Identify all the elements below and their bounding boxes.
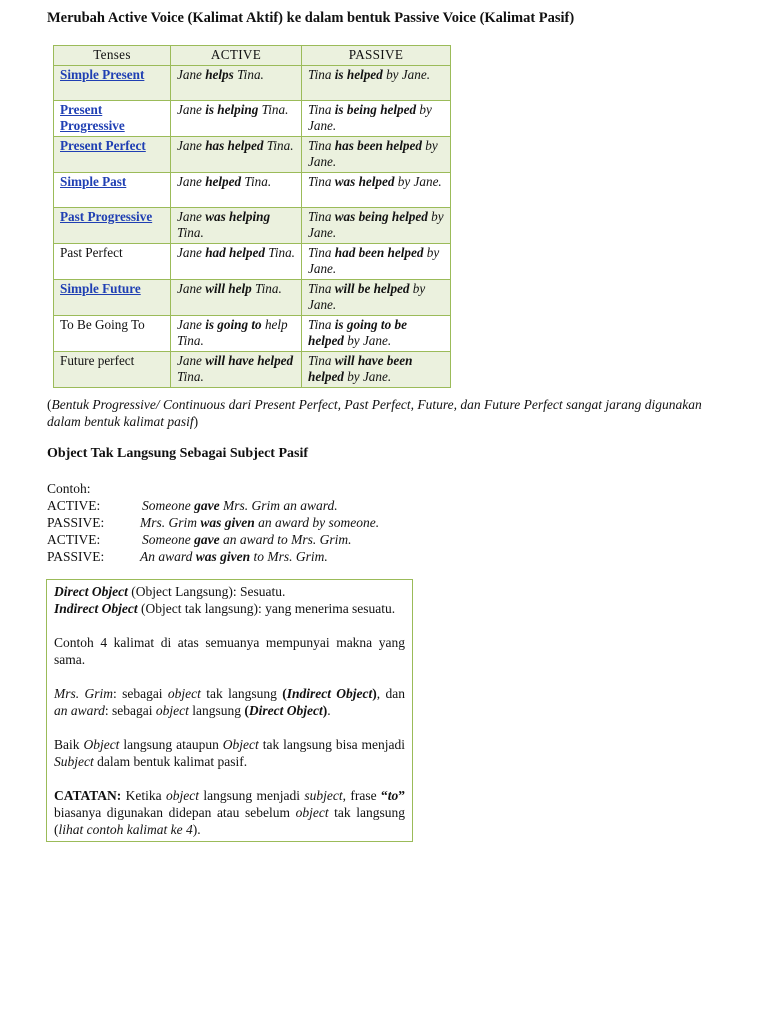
- verb-text: will help: [205, 281, 252, 296]
- tense-link-simple-past[interactable]: Simple Past: [60, 174, 127, 189]
- tense-cell: [54, 137, 171, 173]
- object-text: Tina.: [264, 245, 295, 260]
- table-row: [54, 101, 451, 137]
- tense-cell: [54, 280, 171, 316]
- verb-text: will have been helped: [308, 353, 413, 384]
- passive-cell: [302, 244, 451, 280]
- explanation-box: [46, 579, 413, 842]
- subject-text: Tina: [308, 317, 335, 332]
- note-label: CATATAN:: [54, 788, 122, 803]
- subject-text: Jane: [177, 281, 206, 296]
- subject-text: Tina: [308, 102, 335, 117]
- header-tenses: Tenses: [54, 46, 171, 66]
- verb-text: has been helped: [334, 138, 422, 153]
- direct-object-term: Direct Object: [54, 584, 128, 599]
- verb-text: was helped: [334, 174, 395, 189]
- table-row: [54, 244, 451, 280]
- table-header-row: [54, 46, 451, 66]
- verb-text: has helped: [205, 138, 264, 153]
- table-row: [54, 316, 451, 352]
- active-cell: [171, 316, 302, 352]
- tense-link-present-progressive[interactable]: Present Progressive: [60, 102, 125, 133]
- voice-table: [53, 45, 451, 388]
- subject-text: Tina: [308, 281, 335, 296]
- object-roles-paragraph: Mrs. Grim: sebagai object tak langsung (Indirect Object), dan an award: sebagai object langsung (Direct Object).: [54, 686, 405, 718]
- example-intro-label: Contoh:: [47, 481, 91, 496]
- verb-text: is going to be helped: [308, 317, 407, 348]
- agent-text: by Jane.: [308, 245, 440, 276]
- verb-text: helped: [205, 174, 242, 189]
- indirect-object-term: Indirect Object: [54, 601, 138, 616]
- object-text: Tina.: [233, 67, 264, 82]
- tense-label-future-perfect: Future perfect: [60, 353, 135, 368]
- header-passive: PASSIVE: [302, 46, 451, 66]
- table-row: [54, 137, 451, 173]
- agent-text: by Jane.: [308, 281, 426, 312]
- subject-text: Jane: [177, 102, 206, 117]
- verb-text: had been helped: [334, 245, 424, 260]
- object-definitions: Direct Object (Object Langsung): Sesuatu. Indirect Object (Object tak langsung): yang menerima sesuatu.: [54, 584, 396, 616]
- table-row: [54, 173, 451, 208]
- tense-cell: [54, 101, 171, 137]
- subject-text: Jane: [177, 209, 206, 224]
- subject-text: Jane: [177, 67, 206, 82]
- subject-text: Tina: [308, 209, 335, 224]
- example-sentence: An award was given to Mrs. Grim.: [140, 549, 328, 564]
- active-cell: [171, 280, 302, 316]
- note-paragraph: CATATAN: Ketika object langsung menjadi subject, frase “to” biasanya digunakan didepan atau sebelum object tak langsung (lihat contoh kalimat ke 4).: [54, 788, 405, 837]
- object-text: help Tina.: [177, 317, 288, 348]
- voice-label: PASSIVE:: [47, 515, 105, 530]
- voice-label: PASSIVE:: [47, 549, 105, 564]
- object-text: Tina.: [263, 138, 294, 153]
- example-sentence: Someone gave an award to Mrs. Grim.: [142, 532, 352, 547]
- tense-label-to-be-going-to: To Be Going To: [60, 317, 145, 332]
- verb-text: will be helped: [334, 281, 410, 296]
- active-cell: [171, 352, 302, 388]
- section-heading: Object Tak Langsung Sebagai Subject Pasif: [47, 446, 308, 461]
- passive-cell: [302, 137, 451, 173]
- verb-text: was being helped: [334, 209, 428, 224]
- tense-cell: [54, 244, 171, 280]
- verb-text: was helping: [205, 209, 271, 224]
- verb-text: had helped: [205, 245, 265, 260]
- agent-text: by Jane.: [382, 67, 430, 82]
- agent-text: by Jane.: [343, 369, 392, 384]
- object-text: Tina.: [258, 102, 289, 117]
- subject-text: Jane: [177, 138, 206, 153]
- agent-text: by Jane.: [308, 209, 444, 240]
- header-active: ACTIVE: [171, 46, 302, 66]
- progressive-note: [47, 396, 707, 430]
- table-row: [54, 208, 451, 244]
- voice-label: ACTIVE:: [47, 498, 101, 513]
- tense-cell: [54, 316, 171, 352]
- verb-text: helps: [205, 67, 234, 82]
- agent-text: by Jane.: [343, 333, 392, 348]
- subject-text: Jane: [177, 245, 206, 260]
- agent-text: by Jane.: [308, 102, 432, 133]
- object-text: Tina.: [241, 174, 272, 189]
- agent-text: by Jane.: [308, 138, 438, 169]
- passive-cell: [302, 316, 451, 352]
- subject-paragraph: Baik Object langsung ataupun Object tak langsung bisa menjadi Subject dalam bentuk kalimat pasif.: [54, 737, 406, 769]
- note-text: Bentuk Progressive/ Continuous dari Present Perfect, Past Perfect, Future, dan Future Perfect sangat jarang digunakan dalam bentuk kalimat pasif: [47, 397, 702, 429]
- tense-cell: [54, 352, 171, 388]
- subject-text: Tina: [308, 353, 335, 368]
- verb-text: is helped: [334, 67, 383, 82]
- subject-text: Jane: [177, 317, 206, 332]
- passive-cell: [302, 101, 451, 137]
- passive-cell: [302, 66, 451, 101]
- passive-cell: [302, 173, 451, 208]
- subject-text: Tina: [308, 67, 335, 82]
- tense-cell: [54, 208, 171, 244]
- object-text: Tina.: [177, 369, 204, 384]
- active-cell: [171, 208, 302, 244]
- same-meaning-paragraph: Contoh 4 kalimat di atas semuanya mempunyai makna yang sama.: [54, 635, 405, 667]
- table-row: [54, 352, 451, 388]
- note-close-paren: ): [193, 414, 199, 429]
- active-cell: [171, 244, 302, 280]
- verb-text: is going to: [205, 317, 262, 332]
- passive-cell: [302, 352, 451, 388]
- passive-cell: [302, 280, 451, 316]
- verb-text: is being helped: [334, 102, 417, 117]
- example-sentence: Mrs. Grim was given an award by someone.: [140, 515, 380, 530]
- table-row: [54, 66, 451, 101]
- active-cell: [171, 173, 302, 208]
- active-cell: [171, 101, 302, 137]
- tense-label-past-perfect: Past Perfect: [60, 245, 123, 260]
- subject-text: Jane: [177, 353, 206, 368]
- subject-text: Tina: [308, 174, 335, 189]
- verb-text: will have helped: [205, 353, 294, 368]
- tense-link-past-progressive[interactable]: Past Progressive: [60, 209, 153, 224]
- tense-link-simple-present[interactable]: Simple Present: [60, 67, 145, 82]
- voice-label: ACTIVE:: [47, 532, 101, 547]
- page-title: Merubah Active Voice (Kalimat Aktif) ke dalam bentuk Passive Voice (Kalimat Pasif): [47, 10, 575, 26]
- tense-link-present-perfect[interactable]: Present Perfect: [60, 138, 146, 153]
- tense-link-simple-future[interactable]: Simple Future: [60, 281, 141, 296]
- active-cell: [171, 137, 302, 173]
- agent-text: by Jane.: [394, 174, 442, 189]
- subject-text: Tina: [308, 245, 335, 260]
- example-sentence: Someone gave Mrs. Grim an award.: [142, 498, 338, 513]
- object-text: Tina.: [251, 281, 282, 296]
- active-cell: [171, 66, 302, 101]
- table-row: [54, 280, 451, 316]
- note-open-paren: (: [47, 397, 52, 412]
- passive-cell: [302, 208, 451, 244]
- tense-cell: [54, 173, 171, 208]
- object-text: Tina.: [177, 225, 204, 240]
- verb-text: is helping: [205, 102, 259, 117]
- subject-text: Jane: [177, 174, 206, 189]
- subject-text: Tina: [308, 138, 335, 153]
- tense-cell: [54, 66, 171, 101]
